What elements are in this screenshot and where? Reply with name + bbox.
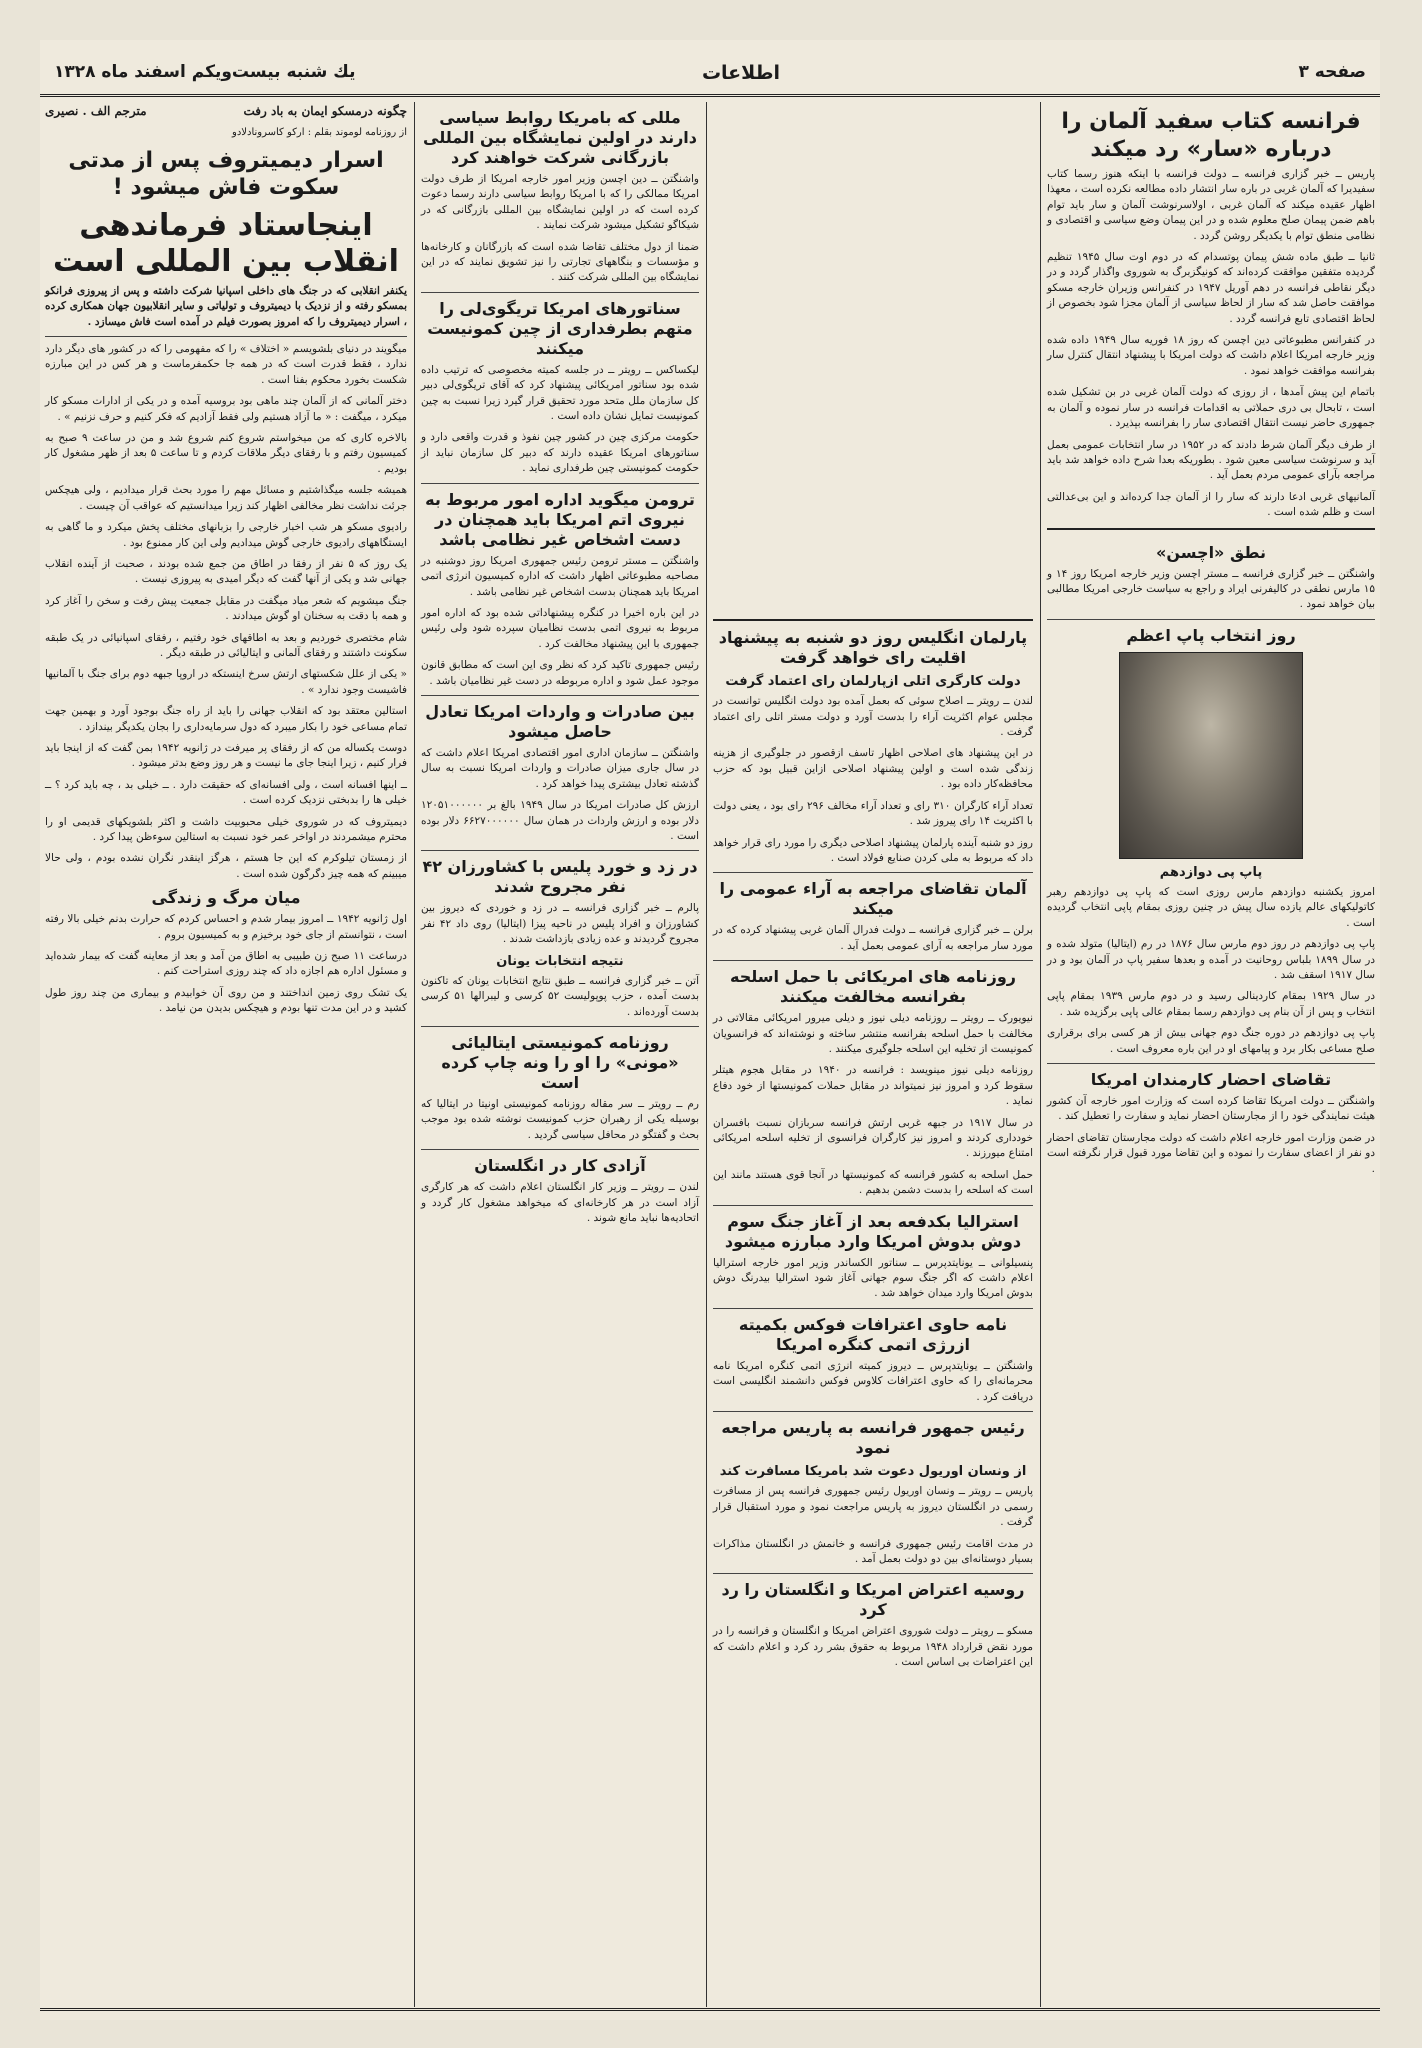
source-credit: از روزنامه لوموند بقلم : ارکو کاسرونادلادو xyxy=(232,127,407,139)
paragraph: یک تشک روی زمین انداختند و من روی آن خوابیدم و بیماری من چند روز طول کشید و در این مدت تنها بودم و هیچکس بدیدن من نیامد . xyxy=(45,986,407,1015)
headline-recall-staff: تقاضای احضار کارمندان امریکا xyxy=(1090,1070,1332,1090)
issue-date: يك شنبه بيست‌ويكم اسفند ماه ۱۳۲۸ xyxy=(54,62,356,82)
headline-italian-communist-paper: روزنامه کمونیستی ایتالیائی «مونی» را او را ونه چاپ کرده است xyxy=(441,1033,679,1093)
column-rule xyxy=(1040,102,1041,2007)
paragraph: ــ اینها افسانه است ، ولی افسانه‌ای که حقیقت دارد . ــ خیلی بد ، چه باید کرد ؟ ــ خیلی ها را بدبختی نزدیک کرده است . xyxy=(45,778,407,807)
paragraph: یک روز که ۵ نفر از رفقا در اطاق من جمع شده بودند ، صحبت از آینده انقلاب جهانی شد و یکی از آنها گفت که دیگر امیدی به پیروزی نیست . xyxy=(45,557,407,586)
paragraph: جنگ میشویم که شعر میاد میگفت در مقابل جمعیت پیش رفت و سخن را آغاز کرد و همه با دقت به سخنان او گوش میدادند . xyxy=(45,594,407,623)
column-rule xyxy=(706,102,707,2007)
headline-fuchs-letter: نامه حاوی اعترافات فوکس بکمیته ازرژی اتمی کنگره امریکا xyxy=(738,1314,1008,1354)
paragraph: از طرف دیگر آلمان شرط دادند که در ۱۹۵۲ در سار انتخابات عمومی بعمل آید و سرنوشت سیاسی معین شود . بطوریکه بعدا شرح داده خواهد شد باید مراجعه بآرای عمومی مردم بعمل آید . xyxy=(1047,438,1375,482)
headline-revolution-hq: اینجاستاد فرماندهی انقلاب بین المللی است xyxy=(53,207,399,279)
divider xyxy=(713,1573,1033,1574)
paragraph: در ضمن وزارت امور خارجه اعلام داشت که دولت مجارستان تقاضای احضار دو نفر از اعضای سفارت را نموده و این تقاضا مورد قبول قرار نگرفته است . xyxy=(1046,1131,1375,1175)
byline xyxy=(45,104,407,119)
paragraph: واشنگتن ــ خبر گزاری فرانسه ــ مستر اچسن وزیر خارجه امریکا روز ۱۴ و ۱۵ مارس نطقی در کالیفرنی ایراد و راجع به سیاست خارجی امریکا مطالبی بیان خواهد نمود . xyxy=(1047,567,1375,611)
divider xyxy=(45,336,407,337)
paragraph: ضمنا از دول مختلف تقاضا شده است که بازرگانان و کارخانه‌ها و مؤسسات و بنگاههای تجارتی را نیز تشویق نمایند که در این نمایشگاه بین المللی شرکت کنند . xyxy=(421,240,699,284)
paragraph: ارزش کل صادرات امریکا در سال ۱۹۴۹ بالغ بر ۱۲۰۵۱۰۰۰۰۰۰ دلار بوده و ارزش واردات در همان سال ۶۶۲۷۰۰۰۰۰۰ دلار بوده است . xyxy=(421,799,699,842)
divider xyxy=(421,483,699,484)
paragraph: در سال ۱۹۱۷ در جبهه غربی ارتش فرانسه سربازان نسبت بافسران خودداری کردند و امروز نیز کارگران فرانسوی از تخلیه اسلحه امریکائی امتناع میورزند . xyxy=(713,1116,1033,1160)
headline-trade-balance: بین صادرات و واردات امریکا تعادل حاصل میشود xyxy=(425,701,695,741)
subheadline-attlee: دولت کارگری اتلی ازپارلمان رای اعتماد گرفت xyxy=(725,674,1021,689)
paragraph: نیویورک ــ رویتر ــ روزنامه دیلی نیوز و دیلی میرور امریکائی مقالاتی در مخالفت با حمل اسلحه بفرانسه منتشر ساخته و نوشته‌اند که فرانسویان کمونیست از تخلیه این اسلحه جلوگیری میکنند . xyxy=(713,1012,1033,1055)
divider xyxy=(1047,1063,1375,1064)
paragraph: پاریس ــ خبر گزاری فرانسه ــ دولت فرانسه با اینکه هنوز رسما کتاب سفیدیرا که آلمان غربی در باره سار انتشار داده مطالعه نکرده است ، معهذا اظهار عقیده میکند که آلمان غربی ، اولاسرنوشت آلمان و سار باید توام باهم ضمن پیمان صلح معلوم شده و در این پیمان وضع سیاسی و اقتصادی و نظامی منطق توام با یکدیگر روشن گردد . xyxy=(1047,168,1375,242)
column-right xyxy=(1042,102,1380,2007)
paragraph: ثانیا ــ طبق ماده شش پیمان پوتسدام که در دوم اوت سال ۱۹۴۵ تنظیم گردیده متفقین موافقت کرده‌اند که کونیگزبرگ به شوروی واگذار گردد و در دیگر نقاطی فرانسه در دهم آوریل ۱۹۴۷ در کنفرانس وزیران خارجه مسکو موافقت حاصل شد که سار از لحاظ سیاسی از آلمان مجزا شود بخصوص از لحاظ اقتصادی تابع فرانسه گردد . xyxy=(1047,251,1375,325)
right-subcolumn xyxy=(1047,537,1375,1184)
headline-germany-referendum: آلمان تقاضای مراجعه به آراء عمومی را میکند xyxy=(719,879,1027,919)
paragraph: آلمانیهای غربی ادعا دارند که سار را از آلمان جدا کرده‌اند و این بی‌عدالتی است و ظلم شده است . xyxy=(1047,490,1375,519)
paragraph: واشنگتن ــ سازمان اداری امور اقتصادی امریکا اعلام داشت که در سال جاری میزان صادرات و واردات امریکا نسبت به سال گذشته تعادل بیشتری پیدا خواهد کرد . xyxy=(421,746,699,790)
subheadline-auriol-invite: از ونسان اوریول دعوت شد بامریکا مسافرت کند xyxy=(719,1464,1027,1480)
paragraph: واشنگتن ــ مستر ترومن رئیس جمهوری امریکا روز دوشنبه در مصاحبه مطبوعاتی اظهار داشت که اداره کمیسیون انرژی اتمی امریکا باید همچنان بدست اشخاص غیر نظامی باشد . xyxy=(421,554,699,598)
paragraph: درساعت ۱۱ صبح زن طبیبی به اطاق من آمد و بعد از معاینه گفت که بیمار شده‌اید و مسئول اداره هم اجازه داد که چند روزی استراحت کنم . xyxy=(45,950,407,978)
paragraph: برلن ــ خبر گزاری فرانسه ــ دولت فدرال آلمان غربی پیشنهاد کرده که در مورد سار مراجعه به آرای عمومی بعمل آید . xyxy=(713,924,1033,952)
column-center-right xyxy=(708,102,1038,2007)
paragraph: حمل اسلحه به کشور فرانسه که کمونیستها در آنجا قوی هستند مانند این است که اسلحه را بدست دشمن بدهیم . xyxy=(713,1168,1033,1197)
paragraph: بالاخره کاری که من میخواستم شروع کنم شروع شد و من در ساعت ۹ صبح به کمیسیون رفتم و با رفقای دیگر ملاقات کردم و تا ساعت ۵ بعد از ظهر مشغول کار بودیم . xyxy=(45,432,408,475)
divider xyxy=(713,619,1033,621)
headline-trade-fair: مللی که بامریکا روابط سیاسی دارند در اولین نمایشگاه بین المللی بازرگانی شرکت خواهند کرد xyxy=(423,108,697,167)
divider xyxy=(713,872,1033,873)
divider xyxy=(421,850,699,851)
masthead-rule xyxy=(40,94,1380,97)
headline-dimitrov-secrets: اسرار دیمیتروف پس از مدتی سکوت فاش میشود ! xyxy=(68,147,384,201)
headline-australia: استرالیا بکدفعه بعد از آغاز جنگ سوم دوش بدوش امریکا وارد مبارزه میشود xyxy=(724,1211,1022,1251)
divider xyxy=(421,695,699,696)
paragraph: آتن ــ خبر گزاری فرانسه ــ طبق نتایج انتخابات یونان که تاکنون بدست آمده ، حزب پوپولیست ۵۲ کرسی و لیبرالها ۵۱ کرسی بدست آورده‌اند . xyxy=(421,974,700,1018)
paragraph: در این باره اخیرا در کنگره پیشنهاداتی شده بود که اداره امور مربوط به نیروی اتمی بدست نظامیان سپرده شود ولی رئیس جمهوری با این پیشنهاد مخالفت کرد . xyxy=(421,606,699,650)
newspaper-page xyxy=(40,40,1380,2020)
headline-american-papers: روزنامه های امریکائی با حمل اسلحه بفرانسه مخالفت میکنند xyxy=(729,967,1016,1007)
paragraph: در کنفرانس مطبوعاتی دین اچسن که روز ۱۸ فوریه سال ۱۹۴۹ داده شده وزیر خارجه امریکا اعلام داشت که دولت امریکا با پیشنهاد انتقال کنترل سار بفرانسه موافقت خواهد نمود . xyxy=(1047,334,1375,377)
pope-photo xyxy=(1119,652,1303,859)
paragraph: از زمستان تیلوکرم که این جا هستم ، هرگز اینقدر نگران نشده بودم ، ولی حالا میبینم که همه چیز دگرگون شده است . xyxy=(45,852,407,880)
masthead xyxy=(40,58,1380,88)
paragraph: در سال ۱۹۲۹ بمقام کاردینالی رسید و در دوم مارس ۱۹۳۹ بمقام پاپی انتخاب و پس از آن بنام پی دوازدهم رسما بمقام عالی پاپی برگزیده شد . xyxy=(1047,990,1375,1018)
paragraph: اول ژانویه ۱۹۴۲ ــ امروز بیمار شدم و احساس کردم که حرارت بدنم خیلی بالا رفته است ، نتوانستم از جای خود برخیزم و به کمیسیون بروم . xyxy=(45,913,407,941)
paragraph: پاپ پی دوازدهم در دوره جنگ دوم جهانی بیش از هر کسی برای برقراری صلح مساعی بکار برد و پیامهای او در این باره معروف است . xyxy=(1047,1027,1375,1055)
paragraph: حکومت مرکزی چین در کشور چین نفوذ و قدرت واقعی دارد و سناتورهای امریکا عقیده دارند که دبیر کل سازمان نباید از حکومت کمونیستی چین طرفداری نماید . xyxy=(421,431,699,475)
paragraph: دختر آلمانی که از آلمان چند ماهی بود بروسیه آمده و در یکی از ادارات مسکو کار میکرد ، میگفت : « ما آزاد هستیم ولی فقط آزادیم که فکر کنیم و حرف نزنیم » . xyxy=(45,395,407,423)
column-left xyxy=(40,102,412,2007)
column-rule xyxy=(414,102,415,2007)
paragraph: رئیس جمهوری تاکید کرد که نظر وی این است که مطابق قانون موجود عمل شود و اداره مربوطه در دست غیر نظامیان باشد . xyxy=(421,659,699,687)
spacer-upper xyxy=(713,102,1033,612)
paragraph: رم ــ رویتر ــ سر مقاله روزنامه کمونیستی اونیتا در ایتالیا که بوسیله یکی از رهبران حزب کمونیست نوشته شده بود موجب بحث و گفتگو در محافل سیاسی گردید . xyxy=(421,1098,699,1141)
divider xyxy=(1047,528,1375,530)
paragraph: لندن ــ رویتر ــ اصلاح سوئی که بعمل آمده بود دولت انگلیس توانست در مجلس عوام اکثریت آراء را بدست آورد و دولت مستر اتلی رای اعتماد گرفت . xyxy=(713,695,1033,739)
paragraph: پاپ پی دوازدهم در روز دوم مارس سال ۱۸۷۶ در رم (ایتالیا) متولد شده و در سال ۱۸۹۹ بلباس روحانیت در آمده و بعدها سفیر پاپ در آلمان بود و در سال ۱۹۱۷ اسقف شد . xyxy=(1047,938,1375,982)
paragraph: لندن ــ رویتر ــ وزیر کار انگلستان اعلام داشت که هر کارگری آزاد است در هر کارخانه‌ای که میخواهد مشغول کار گردد و اتحادیه‌ها نباید مانع شوند . xyxy=(421,1181,699,1225)
headline-pope-election: روز انتخاب پاپ اعظم xyxy=(1126,625,1296,645)
paragraph: واشنگتن ــ دولت امریکا تقاضا کرده است که وزارت امور خارجه آن کشور هیئت نمایندگی خود را از مجارستان احضار نماید و سفارت را تعطیل کند . xyxy=(1047,1095,1375,1123)
divider xyxy=(713,1308,1033,1309)
intro-paragraph: یکنفر انقلابی که در جنگ های داخلی اسپانیا شرکت داشته و پس از پیروزی فرانکو بمسکو رفته و از نزدیک با دیمیتروف و تولیاتی و سایر انقلابیون جهان همکاری کرده ، اسرار دیمیتروف را که امروز بصورت فیلم در آمده است فاش میسازد . xyxy=(45,284,407,328)
paragraph: باتمام این پیش آمدها ، از روزی که دولت آلمان غربی در بن تشکیل شده است ، تابحال بی دری حملاتی به اقدامات فرانسه در سار نموده و آلمان به جمهوری حاضر نیست انتقال اقتصادی سار را بفرانسه بپذیرد . xyxy=(1047,386,1375,430)
divider xyxy=(713,1411,1033,1412)
paragraph: در مدت اقامت رئیس جمهوری فرانسه و خانمش در انگلستان مذاکرات بسیار دوستانه‌ای بین دو دولت بعمل آمد . xyxy=(713,1537,1033,1565)
paragraph: رادیوی مسکو هر شب اخبار خارجی را بزبانهای مختلف پخش میکرد و ما گاهی به ایستگاههای رادیوی خارجی گوش میدادیم ولی این کار ممنوع بود . xyxy=(45,521,407,549)
headline-life-death: میان مرگ و زندگی xyxy=(151,888,301,908)
paragraph: همیشه جلسه میگذاشتیم و مسائل مهم را مورد بحث قرار میدادیم ، ولی هیچکس جرئت نداشت نظر مخالفی اظهار کند زیرا میدانستیم که عواقب آن چیست . xyxy=(45,484,407,512)
divider xyxy=(421,1026,699,1027)
divider xyxy=(1047,619,1375,620)
paragraph: لیکساکس ــ رویتر ــ در جلسه کمیته مخصوصی که ترتیب داده شده بود سناتور امریکائی پیشنهاد کرد که آقای تریگوی‌لی دبیر کل سازمان ملل متحد مورد تحقیق قرار گیرد زیرا نسبت به چین کمونیست تمایل نشان داده است . xyxy=(421,363,699,423)
paragraph: مسکو ــ رویتر ــ دولت شوروی اعتراض امریکا و انگلستان و فرانسه را در مورد نقض قرارداد ۱۹۴۸ مربوط به حقوق بشر رد کرد و اعلام داشت که این اعتراضات بی اساس است . xyxy=(713,1625,1033,1669)
paragraph: امروز یکشنبه دوازدهم مارس روزی است که پاپ پی دوازدهم رهبر کاتولیکهای عالم یازده سال پیش در چنین روزی بمقام پاپی انتخاب گردیده است . xyxy=(1047,886,1375,929)
paragraph: واشنگتن ــ دین اچسن وزیر امور خارجه امریکا از طرف دولت امریکا ممالکی را که با امریکا روابط سیاسی دارند رسما دعوت کرده است که در اولین نمایشگاه بین المللی بازرگانی که در شیکاگو تشکیل میشود شرکت نمایند . xyxy=(421,173,699,232)
newspaper-name: اطلاعات xyxy=(701,62,780,84)
paragraph: روز دو شنبه آینده پارلمان پیشنهاد اصلاحی دیگری را مورد رای قرار خواهد داد که مربوط به ملی کردن صنایع فولاد است . xyxy=(713,836,1033,864)
paragraph: شام مختصری خوردیم و بعد به اطاقهای خود رفتیم ، رفقای اسپانیائی در یک طبقه سکونت داشتند و رفقای آلمانی و ایتالیائی در طبقه دیگر . xyxy=(45,631,407,659)
paragraph: میگویند در دنیای بلشویسم « اختلاف » را که مفهومی را که در کشور های دیگر دارد ندارد ، فقط قدرت است که در همه جا حکمفرماست و هر کس در این مبارزه شکست بخورد محکوم بفنا است . xyxy=(45,343,407,386)
paragraph: دوست یکساله من که از رفقای پر میرفت در ژانویه ۱۹۴۲ بمن گفت که از اینجا باید فرار کنیم ، زیرا اینجا جای ما نیست و هر روز وضع بدتر میشود . xyxy=(45,741,407,770)
divider xyxy=(713,1205,1033,1206)
headline-auriol-return: رئیس جمهور فرانسه به پاریس مراجعه نمود xyxy=(721,1418,1025,1458)
divider xyxy=(713,960,1033,961)
headline-russia-protest: روسیه اعتراض امریکا و انگلستان را رد کرد xyxy=(721,1580,1025,1620)
paragraph: روزنامه دیلی نیوز مینویسد : فرانسه در ۱۹۴۰ در مقابل هجوم هیتلر سقوط کرد و امروز نیز نمیتواند در مقابل حملات کمونیستها از خود دفاع نماید . xyxy=(713,1064,1033,1108)
article-series-title: چگونه درمسکو ایمان به باد رفت xyxy=(243,104,407,118)
headline-police-clash: در زد و خورد پلیس با کشاورزان ۴۲ نفر مجروح شدند xyxy=(422,857,698,897)
paragraph: پنسیلوانی ــ یونایتدپرس ــ سناتور الکساندر وزیر امور خارجه استرالیا اعلام داشت که اگر جنگ سوم جهانی آغاز شود استرالیا بیدرنگ دوش بدوش امریکا وارد میدان خواهد شد . xyxy=(713,1256,1033,1300)
divider xyxy=(421,1149,699,1150)
paragraph: استالین معتقد بود که انقلاب جهانی را باید از راه جنگ بوجود آورد و بهمین جهت تمام مساعی خود را بکار میبرد که دول سرمایه‌داری را بجان یکدیگر بیندازد . xyxy=(45,705,407,733)
paragraph: تعداد آراء کارگران ۳۱۰ رای و تعداد آراء مخالف ۲۹۶ رای بود ، یعنی دولت با اکثریت ۱۴ رای پیروز شد . xyxy=(713,799,1033,828)
translator-credit: مترجم الف . نصیری xyxy=(45,104,147,118)
headline-acheson-speech: نطق «اچسن» xyxy=(1156,542,1266,562)
divider xyxy=(421,292,699,293)
headline-greek-election: نتیجه انتخابات یونان xyxy=(496,953,624,969)
headline-parliament: پارلمان انگلیس روز دو شنبه به پیشنهاد اقلیت رای خواهد گرفت xyxy=(718,628,1028,667)
paragraph: پالرم ــ خبر گزاری فرانسه ــ در زد و خوردی که دیروز بین کشاورزان و افراد پلیس در ناحیه پیزا (ایتالیا) روی داد ۴۲ نفر مجروح گردیدند و عده زیادی بازداشت شدند . xyxy=(421,902,699,946)
photo-caption: پاپ پی دوازدهم xyxy=(1159,864,1263,880)
paragraph: در این پیشنهاد های اصلاحی اظهار تاسف ازقصور در جلوگیری از هزینه زندگی شده است و اولین پیشنهاد اصلاحی ازاین قبیل بود که حزب محافظه‌کار داده بود . xyxy=(713,747,1033,791)
footer-rule xyxy=(40,2008,1380,2011)
headline-saar: فرانسه کتاب سفید آلمان را درباره‌ «سار» رد میکند xyxy=(1061,109,1361,162)
paragraph: پاریس ــ رویتر ــ ونسان اوریول رئیس جمهوری فرانسه پس از مسافرت رسمی در انگلستان دیروز به پاریس مراجعت نمود و مورد استقبال قرار گرفت . xyxy=(713,1485,1033,1529)
page-number: صفحه ۳ xyxy=(1298,62,1366,82)
headline-senators-lie: سناتورهای امریکا تریگوی‌لی را متهم بطرفداری از چین کمونیست میکنند xyxy=(427,298,693,358)
paragraph: « یکی از علل شکستهای ارتش سرخ اینستکه در اروپا جبهه دوم برای جنگ با آلمانیها فاشیست وجود ندارد » . xyxy=(45,668,407,696)
headline-truman-atomic: ترومن میگوید اداره امور مربوط به نیروی اتم امریکا باید همچنان در دست اشخاص غیر نظامی باشد xyxy=(425,489,695,549)
headline-labour-freedom: آزادی کار در انگلستان xyxy=(474,1156,646,1176)
paragraph: واشنگتن ــ یونایتدپرس ــ دیروز کمیته انرژی اتمی کنگره امریکا نامه محرمانه‌ای را که حاوی اعترافات کلاوس فوکس دانشمند انگلیسی است دریافت کرد . xyxy=(713,1359,1033,1403)
column-center-left xyxy=(416,102,704,2007)
paragraph: دیمیتروف که در شوروی خیلی محبوبیت داشت و اکثر بلشویکهای قدیمی او را محترم میشمردند در اواخر عمر خود نسبت به استالین سوءظن پیدا کرد . xyxy=(45,815,407,843)
right-column-lower xyxy=(1047,537,1375,1184)
